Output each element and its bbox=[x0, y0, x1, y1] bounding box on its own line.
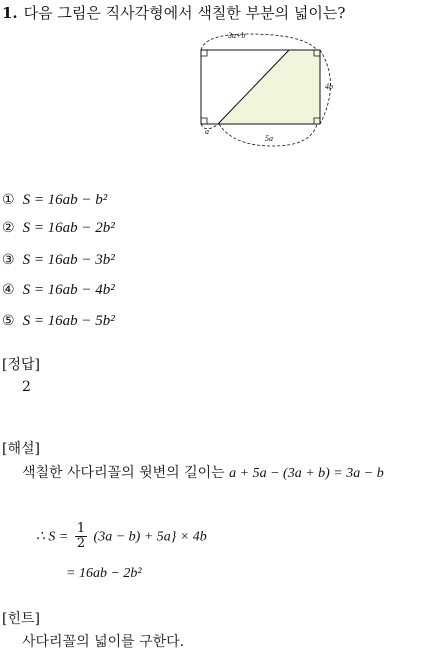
answer-header: [정답] bbox=[2, 357, 40, 373]
choice-3-expr: S = 16ab − 3b² bbox=[22, 252, 115, 268]
choice-1-expr: S = 16ab − b² bbox=[22, 192, 108, 208]
corner-dimension-arc bbox=[201, 124, 217, 129]
choice-2-mark: ② bbox=[2, 220, 15, 236]
choice-4[interactable] bbox=[2, 280, 115, 299]
choice-3[interactable] bbox=[2, 250, 115, 269]
choice-3-mark: ③ bbox=[2, 252, 15, 268]
choice-1[interactable] bbox=[2, 190, 107, 209]
therefore-expr: ∴ S = bbox=[36, 529, 69, 545]
hint-text: 사다리꼴의 넓이를 구한다. bbox=[22, 634, 185, 650]
question-number: 1. bbox=[2, 4, 18, 22]
right-angle-mark bbox=[201, 118, 207, 124]
right-angle-mark bbox=[201, 50, 207, 56]
choice-4-mark: ④ bbox=[2, 282, 15, 298]
hint-header: [힌트] bbox=[2, 611, 40, 627]
choice-4-expr: S = 16ab − 4b² bbox=[22, 282, 115, 298]
answer-value: 2 bbox=[22, 379, 31, 395]
explanation-result: = 16ab − 2b² bbox=[66, 566, 142, 581]
fraction-numerator: 1 bbox=[76, 521, 86, 536]
shaded-trapezoid bbox=[218, 50, 320, 124]
top-label: 3a+b bbox=[228, 31, 246, 40]
rectangle-figure bbox=[193, 28, 343, 148]
choice-2-expr: S = 16ab − 2b² bbox=[22, 220, 115, 236]
choice-5-expr: S = 16ab − 5b² bbox=[22, 313, 115, 329]
explanation-formula bbox=[36, 522, 207, 551]
one-half-fraction bbox=[75, 522, 87, 551]
question-text: 다음 그림은 직사각형에서 색칠한 부분의 넓이는? bbox=[23, 4, 346, 22]
choice-2[interactable] bbox=[2, 218, 115, 237]
choice-5-mark: ⑤ bbox=[2, 313, 15, 329]
bottom-label: 5a bbox=[265, 134, 273, 143]
right-label: 4b bbox=[325, 82, 333, 91]
formula-rest: (3a − b) + 5a} × 4b bbox=[93, 529, 207, 545]
choice-1-mark: ① bbox=[2, 192, 15, 208]
explanation-line1-math: a + 5a − (3a + b) = 3a − b bbox=[229, 466, 384, 481]
explanation-line1 bbox=[22, 462, 384, 482]
fraction-denominator: 2 bbox=[76, 536, 86, 551]
choice-5[interactable] bbox=[2, 311, 115, 330]
corner-label: a bbox=[205, 127, 209, 136]
top-dimension-arc bbox=[201, 34, 317, 50]
explanation-header: [해설] bbox=[2, 441, 40, 457]
question-title bbox=[2, 2, 345, 23]
explanation-line1-text: 색칠한 사다리꼴의 윗변의 길이는 bbox=[22, 465, 225, 481]
